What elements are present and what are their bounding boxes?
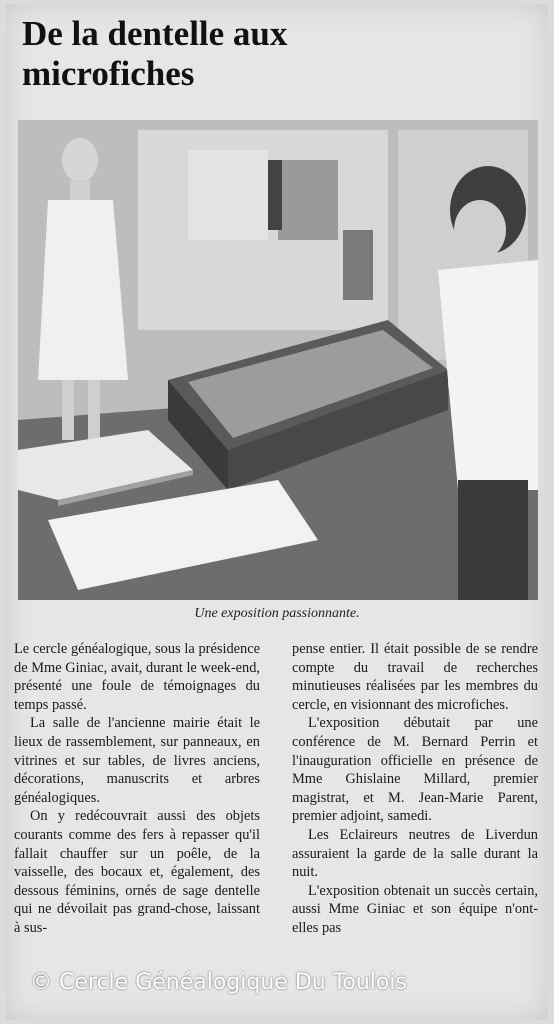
paragraph: L'exposition obtenait un succès certain, aussi Mme Giniac et son équipe n'ont-elles pas bbox=[292, 882, 538, 936]
paragraph: On y redécouvrait aussi des objets courants comme des fers à repasser qu'il fallait chauffer sur un poêle, de la vaisselle, des bocaux et, également, des dessous féminins, ornés de sage dentelle qui ne dévoilait pas grand-chose, laissant à sus- bbox=[14, 808, 260, 936]
copyright-watermark: © Cercle Généalogique Du Toulois bbox=[30, 970, 407, 995]
article-column-right bbox=[292, 640, 538, 938]
article-headline: De la dentelle aux microfiches bbox=[22, 14, 288, 93]
exhibition-photo-drawing bbox=[18, 120, 538, 600]
exhibition-photo bbox=[18, 120, 538, 600]
photo-caption: Une exposition passionnante. bbox=[194, 606, 360, 621]
article-column-left bbox=[14, 640, 260, 938]
paragraph: La salle de l'ancienne mairie était le lieux de rassemblement, sur panneaux, en vitrines et sur tables, de livres anciens, décorations, manuscrits et arbres généalogiques. bbox=[14, 715, 260, 806]
paragraph: Le cercle généalogique, sous la présidence de Mme Giniac, avait, durant le week-end, présenté une foule de témoignages du temps passé. bbox=[14, 641, 260, 713]
paragraph: Les Eclaireurs neutres de Liverdun assuraient la garde de la salle durant la nuit. bbox=[292, 826, 538, 881]
paragraph: pense entier. Il était possible de se rendre compte du travail de recherches minutieuses réalisées par les membres du cercle, en visionnant des microfiches. bbox=[292, 641, 538, 713]
paragraph: L'exposition débutait par une conférence de M. Bernard Perrin et l'inauguration officielle en présence de Mme Ghislaine Millard, premier magistrat, et M. Jean-Marie Parent, premier adjoint, samedi. bbox=[292, 715, 538, 825]
